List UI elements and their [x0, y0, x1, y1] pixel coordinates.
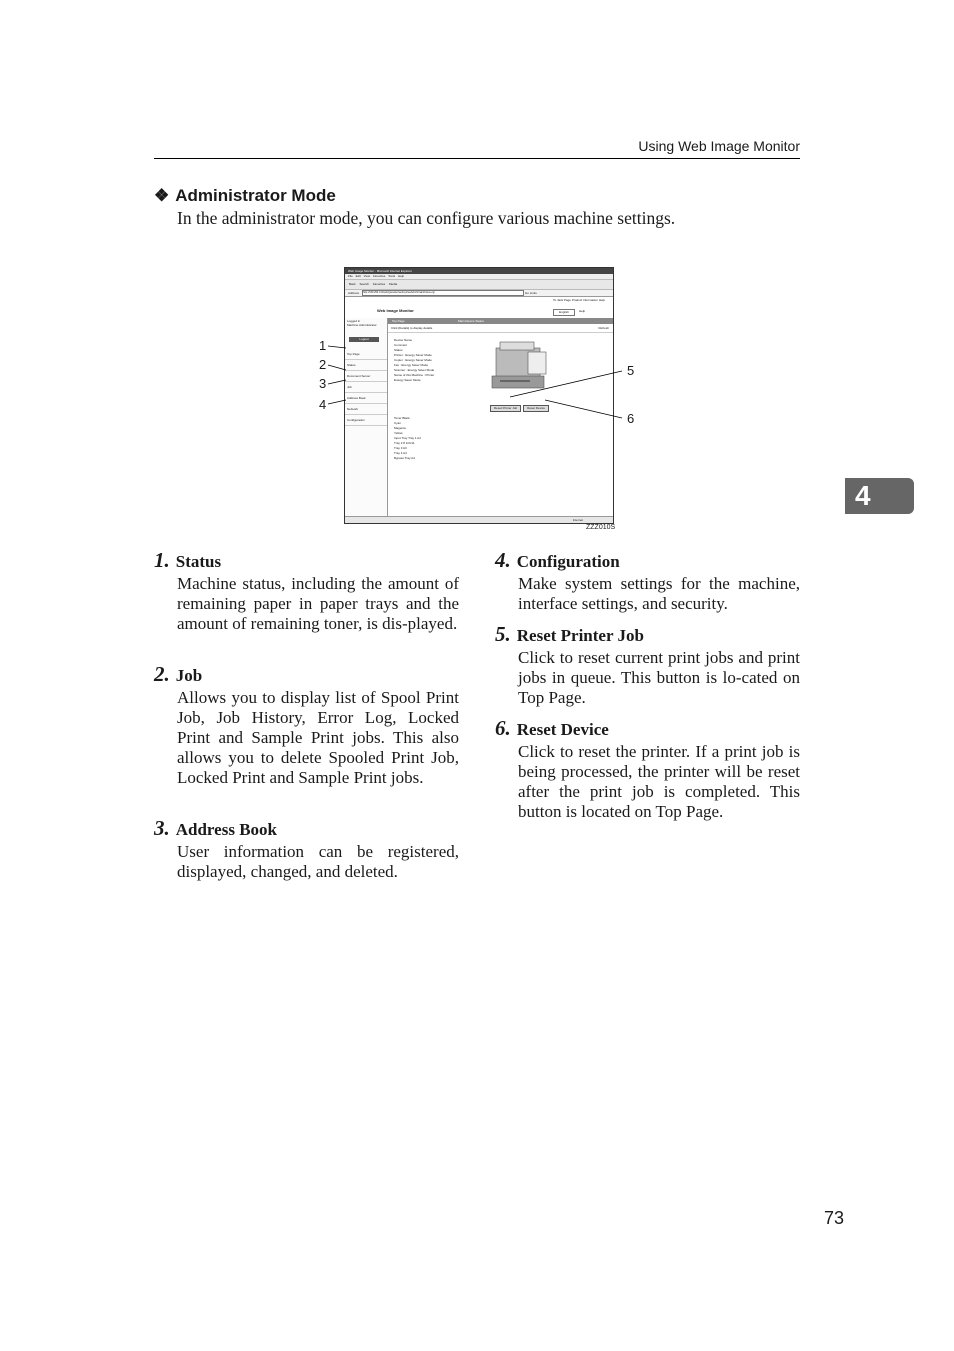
- item-title: Job: [175, 666, 203, 685]
- item-title: Address Book: [175, 820, 277, 839]
- item-title: Reset Device: [516, 720, 609, 739]
- sidebar-item-top-page: Top Page: [345, 349, 387, 360]
- status-line: Fax : Energy Saver Mode: [394, 363, 429, 367]
- main-panel: [388, 318, 613, 518]
- status-line: Comment: [394, 343, 408, 347]
- status-line: Energy Saver Mode: [394, 378, 421, 382]
- reset-buttons: [490, 396, 551, 414]
- item-title: Configuration: [516, 552, 620, 571]
- internet-zone: Internet: [572, 518, 583, 522]
- tray-line: Input Tray Tray 1 A4: [394, 436, 421, 440]
- window-title: Web Image Monitor - Microsoft Internet Explorer: [345, 268, 613, 274]
- toner-line: Yellow: [394, 431, 403, 435]
- status-line: Device Name: [394, 338, 413, 342]
- printer-image-icon: [488, 338, 548, 393]
- tray-line: Bypass Tray A4: [394, 456, 415, 460]
- status-list: [394, 338, 434, 383]
- item-heading: [495, 622, 644, 647]
- brand-logo: Web Image Monitor: [377, 308, 414, 313]
- item-heading: [154, 816, 277, 841]
- callout-6: 6: [627, 411, 635, 426]
- callout-1: 1: [319, 338, 327, 353]
- page-number: 73: [824, 1208, 845, 1228]
- section-title: Administrator Mode: [175, 186, 336, 205]
- language-select: English: [553, 309, 575, 316]
- links-label: Links: [529, 291, 537, 295]
- item-body: Make system settings for the machine, interface settings, and security.: [518, 574, 800, 613]
- status-line: Status: [394, 348, 403, 352]
- toner-line: Magenta: [394, 426, 406, 430]
- reset-device-button: Reset Device: [523, 405, 549, 412]
- item-heading: [154, 662, 202, 687]
- item-number: 2.: [154, 662, 170, 686]
- section-intro: In the administrator mode, you can configure various machine settings.: [177, 208, 676, 228]
- top-links: To Jack Page Product Information Help: [552, 298, 605, 302]
- image-code: ZZZ010S: [586, 524, 616, 531]
- screenshot-figure: [344, 267, 614, 524]
- item-body: Click to reset the printer. If a print job is being processed, the printer will be reset after the print job is completed. This button is located on Top Page.: [518, 742, 800, 821]
- callout-5: 5: [627, 363, 635, 378]
- sidebar-item-job: Job: [345, 382, 387, 393]
- login-info: [345, 318, 387, 327]
- chapter-tab: 4: [845, 478, 914, 514]
- sidebar-item-status: Status: [345, 360, 387, 371]
- item-heading: [495, 548, 620, 573]
- sidebar-nav: [345, 349, 387, 426]
- help-link: Help: [579, 309, 586, 313]
- status-line: Copier : Energy Saver Mode: [394, 358, 432, 362]
- go-button: Go: [524, 291, 529, 295]
- item-body: Machine status, including the amount of remaining paper in paper trays and the amount of remaining toner, is dis-played.: [177, 574, 459, 633]
- tray-line: Tray 3 A3: [394, 446, 407, 450]
- status-line: Scanner : Energy Saver Mode: [394, 368, 435, 372]
- section-heading: [154, 186, 336, 206]
- status-line: Name of this Machine : Printer: [394, 373, 435, 377]
- sidebar-item-configuration: Configuration: [345, 415, 387, 426]
- sidebar-item-document-server: Document Server: [345, 371, 387, 382]
- item-heading: [495, 716, 609, 741]
- item-number: 5.: [495, 622, 511, 646]
- tray-line: Tray 2 8 1/2x11: [394, 441, 415, 445]
- bar-left: Top Page: [392, 319, 405, 323]
- sidebar: [345, 318, 388, 518]
- address-bar: [345, 290, 613, 297]
- login-user: Machine Administrator: [347, 322, 377, 327]
- reset-printer-job-button: Reset Printer Job: [490, 405, 521, 412]
- item-number: 3.: [154, 816, 170, 840]
- item-body: Allows you to display list of Spool Print Job, Job History, Error Log, Locked Print and Sample Print jobs. This also allows you to delete Spooled Print Job, Locked Print and Sample Print jobs.: [177, 688, 459, 787]
- browser-toolbar: Back Search Favorites Media: [345, 280, 613, 290]
- sidebar-item-network: Network: [345, 404, 387, 415]
- callout-3: 3: [319, 376, 327, 391]
- item-title: Reset Printer Job: [516, 626, 644, 645]
- callout-2: 2: [319, 357, 327, 372]
- toner-line: Toner Black: [394, 416, 410, 420]
- status-line: Printer : Energy Saver Mode: [394, 353, 432, 357]
- callout-4: 4: [319, 397, 327, 412]
- login-label: Logged in: [347, 319, 361, 323]
- header-rule: [154, 158, 800, 159]
- item-heading: [154, 548, 221, 573]
- item-number: 4.: [495, 548, 511, 572]
- logout-button: Logout: [349, 337, 379, 342]
- running-header: Using Web Image Monitor: [638, 138, 800, 154]
- refresh-link: Refresh: [598, 326, 609, 330]
- toner-line: Cyan: [394, 421, 402, 425]
- item-title: Status: [175, 552, 222, 571]
- details-hint: Click [Details] to display details.: [388, 324, 613, 333]
- diamond-bullet-icon: ❖: [154, 186, 170, 205]
- browser-status-bar: [345, 516, 613, 523]
- address-input: http://169.254.0.0/web/guest/en/websys/webArch/mainFrame.cgi: [362, 290, 524, 296]
- toner-tray-list: [394, 416, 421, 461]
- item-number: 6.: [495, 716, 511, 740]
- item-number: 1.: [154, 548, 170, 572]
- item-body: Click to reset current print jobs and print jobs in queue. This button is lo-cated on Top Page.: [518, 648, 800, 707]
- menu-bar: File Edit View Favorites Tools Help: [345, 274, 613, 280]
- tray-line: Tray 4 A4: [394, 451, 407, 455]
- bar-mid: Main Device Status: [458, 319, 484, 323]
- item-body: User information can be registered, displayed, changed, and deleted.: [177, 842, 459, 881]
- sidebar-item-address-book: Address Book: [345, 393, 387, 404]
- address-label: Address: [348, 291, 360, 295]
